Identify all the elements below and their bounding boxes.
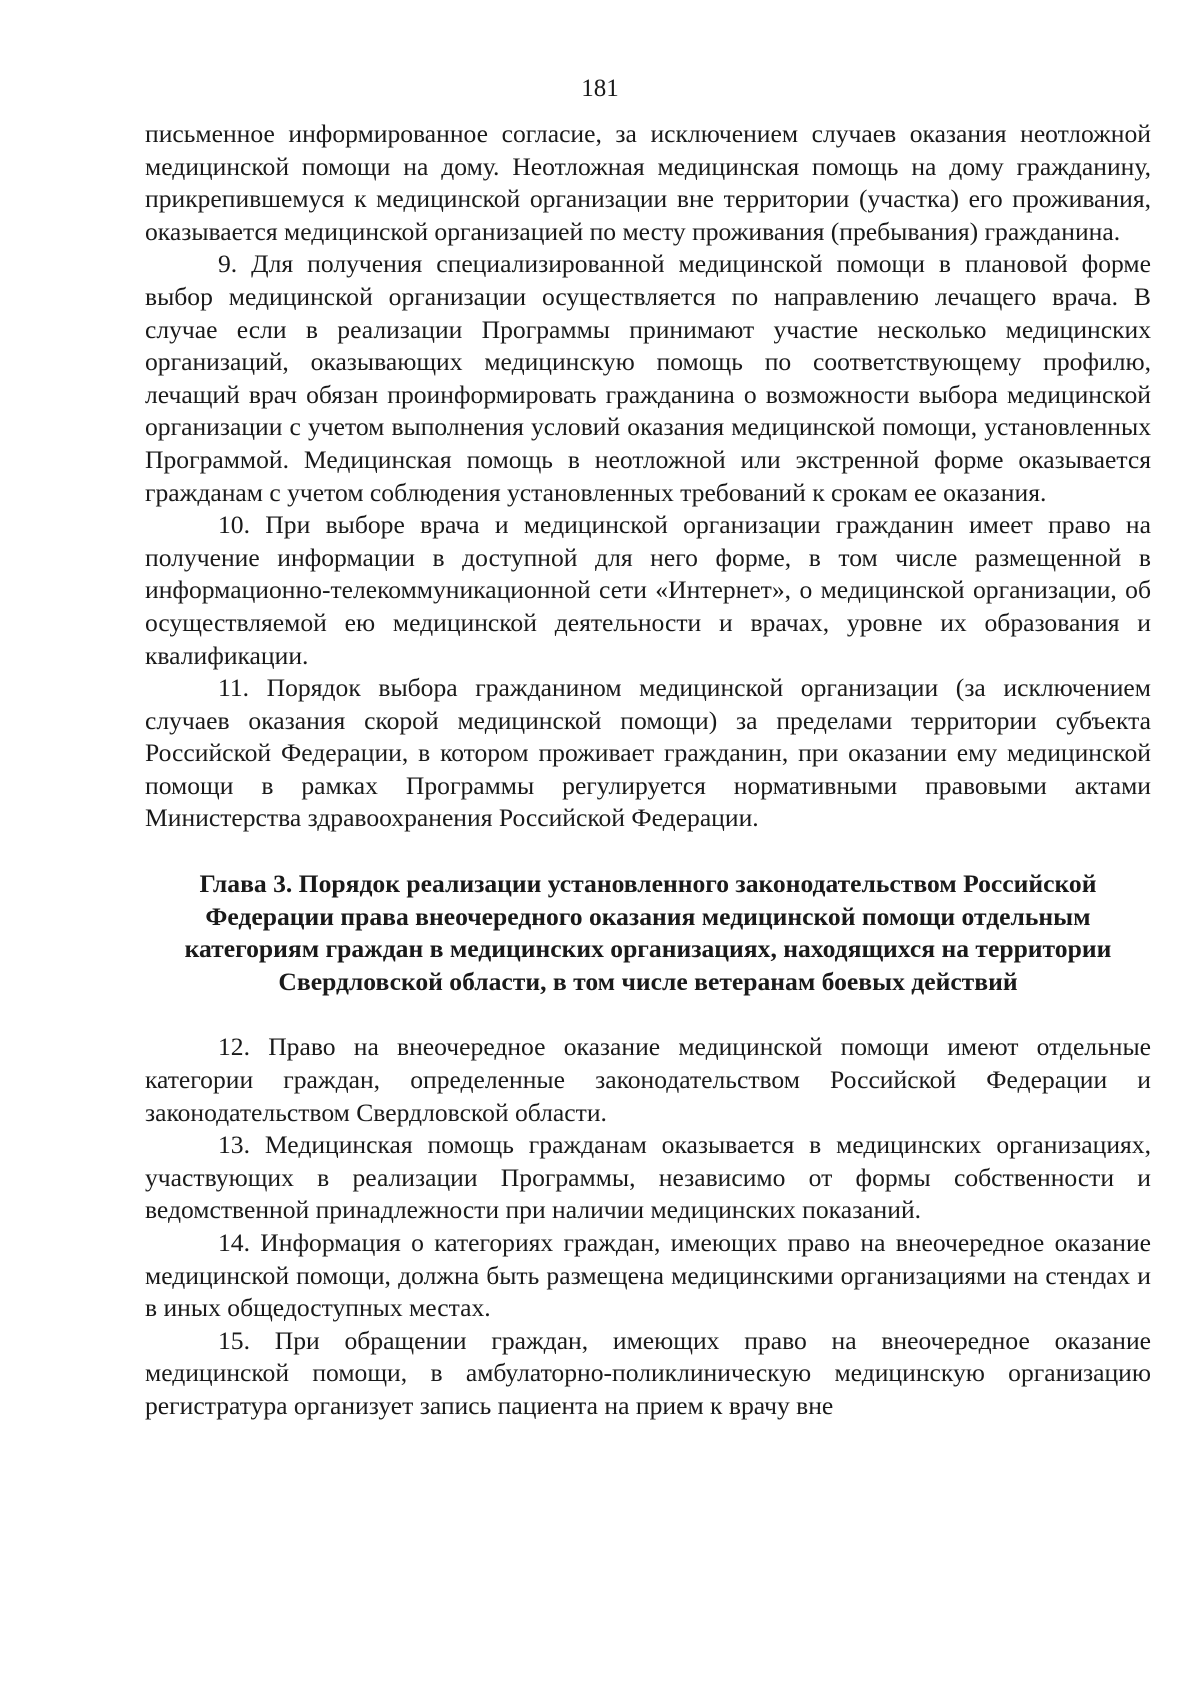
paragraph-12: 12. Право на внеочередное оказание медицинской помощи имеют отдельные категории граждан, определенные законодательством Российской Федерации и законодательством Свердловской области.	[145, 1032, 1151, 1127]
page-number: 181	[581, 75, 619, 102]
paragraph-14: 14. Информация о категориях граждан, имеющих право на внеочередное оказание медицинской помощи, должна быть размещена медицинскими организациями на стендах и в иных общедоступных местах.	[145, 1228, 1151, 1323]
paragraph-10: 10. При выборе врача и медицинской организации гражданин имеет право на получение информации в доступной для него форме, в том числе размещенной в информационно-телекоммуникационной сети «Интернет», о медицинской организации, об осуществляемой ею медицинской деятельности и врачах, уровне их образования и квалификации.	[145, 510, 1151, 670]
paragraph-11: 11. Порядок выбора гражданином медицинской организации (за исключением случаев оказания скорой медицинской помощи) за пределами территории субъекта Российской Федерации, в котором проживает гражданин, при оказании ему медицинской помощи в рамках Программы регулируется нормативными правовыми актами Министерства здравоохранения Российской Федерации.	[145, 673, 1151, 833]
paragraph-continuation: письменное информированное согласие, за исключением случаев оказания неотложной медицинской помощи на дому. Неотложная медицинская помощь на дому гражданину, прикрепившемуся к медицинской организации вне территории (участка) его проживания, оказывается медицинской организацией по месту проживания (пребывания) гражданина.	[145, 119, 1151, 246]
chapter-heading: Глава 3. Порядок реализации установленного законодательством Российской Федерации права внеочередного оказания медицинской помощи отдельным категориям граждан в медицинских организациях, находящихся на территории Свердловской области, в том числе ветеранам боевых действий	[184, 869, 1112, 996]
paragraph-13: 13. Медицинская помощь гражданам оказывается в медицинских организациях, участвующих в реализации Программы, независимо от формы собственности и ведомственной принадлежности при наличии медицинских показаний.	[145, 1130, 1151, 1225]
document-body	[145, 118, 1151, 1423]
paragraph-15: 15. При обращении граждан, имеющих право на внеочередное оказание медицинской помощи, в амбулаторно-поликлиническую медицинскую организацию регистратура организует запись пациента на прием к врачу вне	[145, 1325, 1151, 1420]
paragraph-9: 9. Для получения специализированной медицинской помощи в плановой форме выбор медицинской организации осуществляется по направлению лечащего врача. В случае если в реализации Программы принимают участие несколько медицинских организаций, оказывающих медицинскую помощь по соответствующему профилю, лечащий врач обязан проинформировать гражданина о возможности выбора медицинской организации с учетом выполнения условий оказания медицинской помощи, установленных Программой. Медицинская помощь в неотложной или экстренной форме оказывается гражданам с учетом соблюдения установленных требований к срокам ее оказания.	[145, 249, 1151, 507]
